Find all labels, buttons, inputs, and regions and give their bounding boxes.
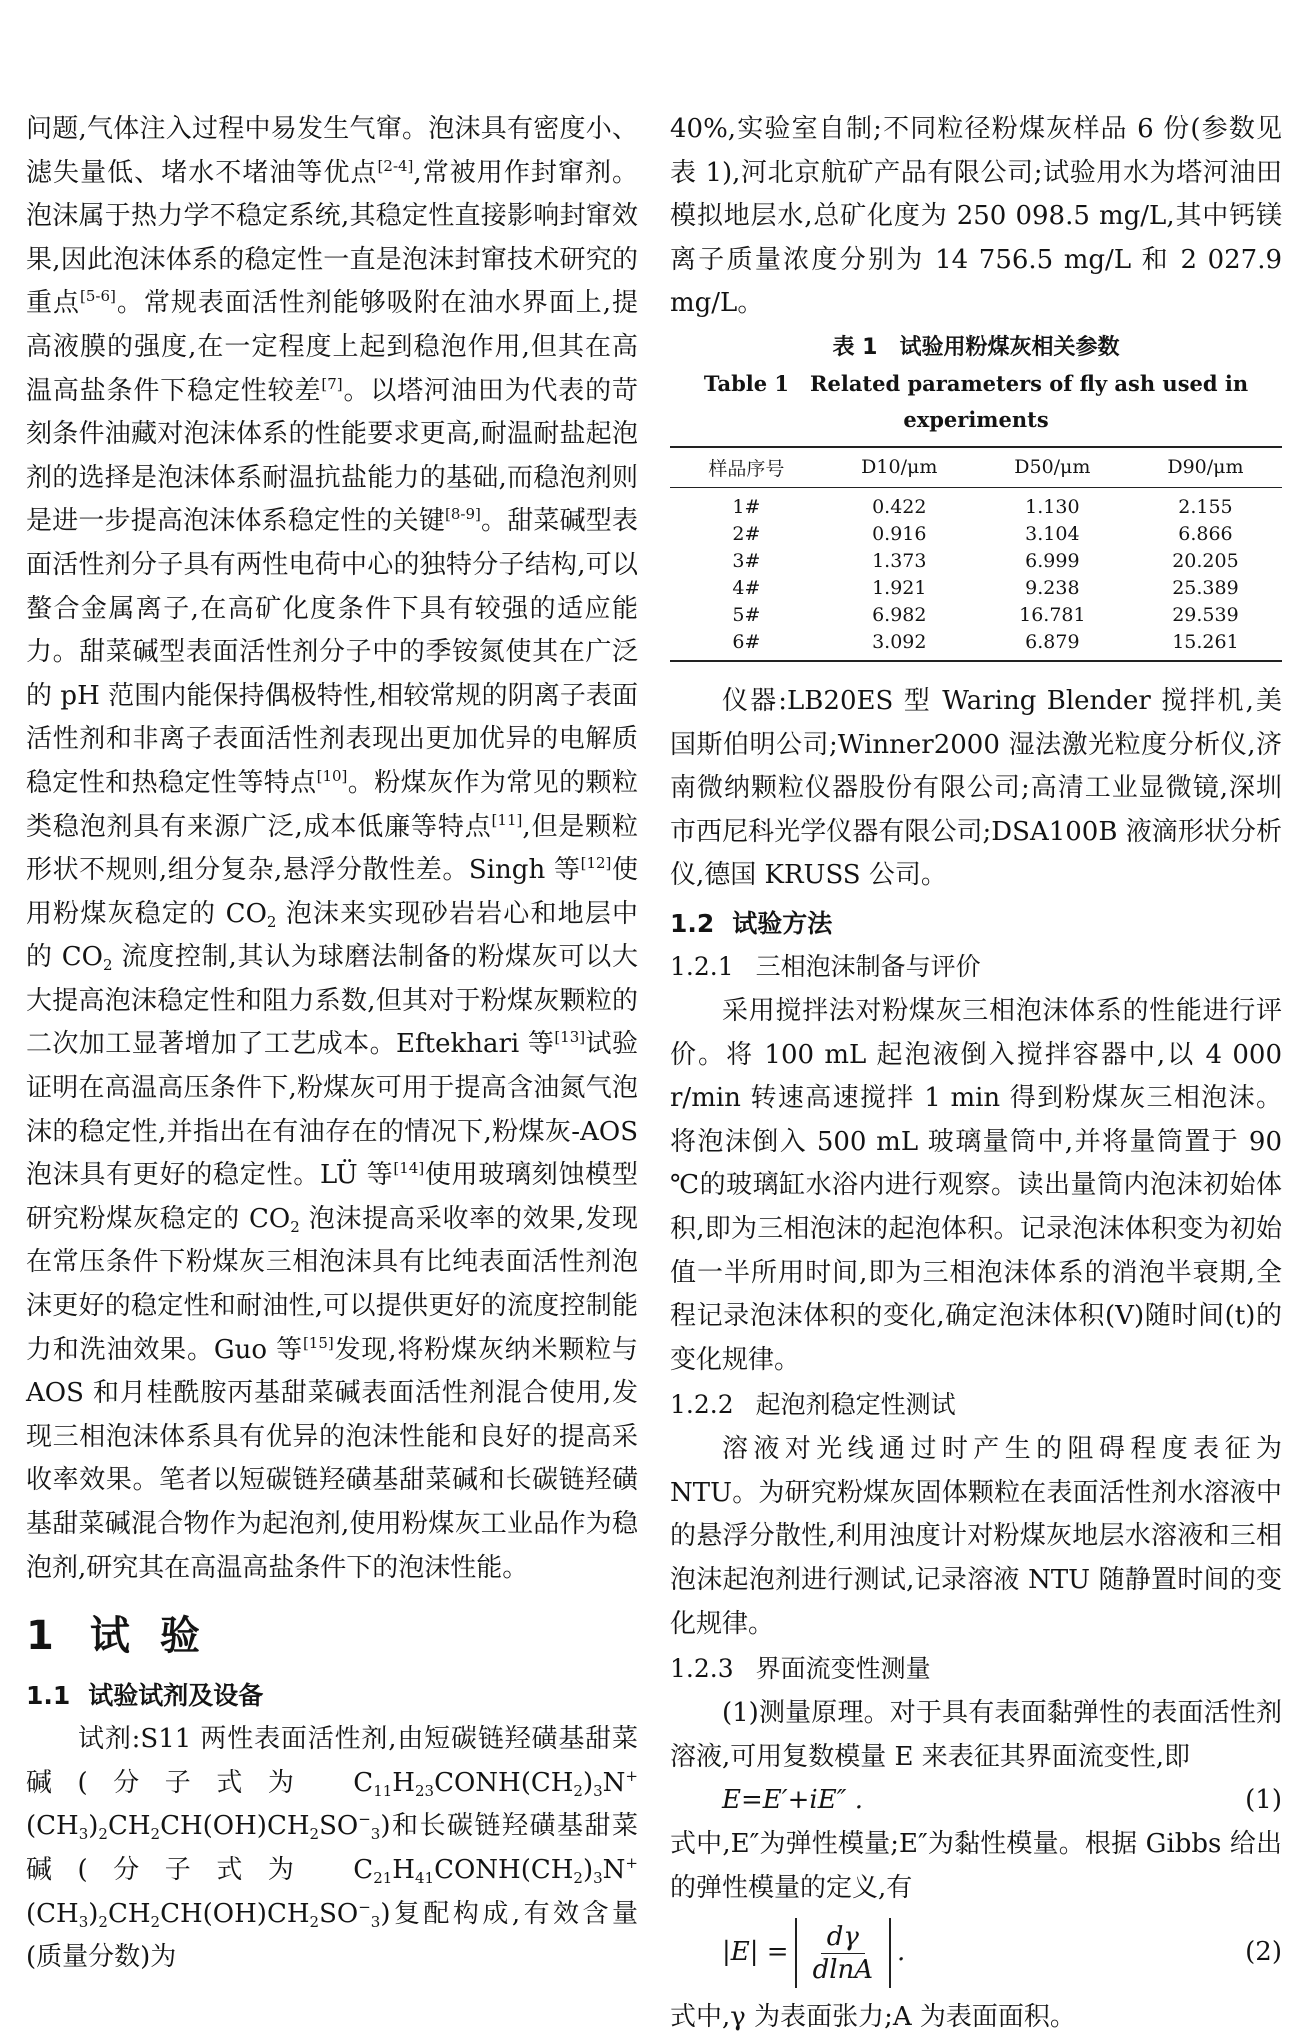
table-row	[670, 548, 1282, 575]
table-caption-en: Table 1 Related parameters of fly ash used in experiments	[703, 370, 1249, 432]
abs-bar	[795, 1918, 797, 1988]
equation-note: 式中,γ 为表面张力;A 为表面面积。	[670, 2002, 1076, 2033]
table-row	[670, 602, 1282, 629]
table-cell: 6.879	[976, 629, 1129, 661]
section-heading: 1 试验	[26, 1613, 230, 1660]
table-cell: 1.373	[872, 549, 927, 572]
method-paragraph: 采用搅拌法对粉煤灰三相泡沫体系的性能进行评价。将 100 mL 起泡液倒入搅拌容器中,以 4 000 r/min 转速高速搅拌 1 min 得到粉煤灰三相泡沫。将泡沫倒入 500 mL 玻璃量筒中,并将量筒置于 90 ℃的玻璃缸水浴内进行观察。读出量筒内泡沫初始体积,即为三相泡沫的起泡体积。记录泡沫体积变为初始值一半所用时间,即为三相泡沫体系的消泡半衰期,全程记录泡沫体积的变化,确定泡沫体积(V)随时间(t)的变化规律。	[670, 995, 1282, 1375]
table-header: D10/μm	[823, 447, 976, 488]
right-column	[670, 108, 1282, 2040]
table-cell: 20.205	[1172, 549, 1239, 572]
table-cell: 9.238	[1025, 576, 1080, 599]
table-header: D90/μm	[1129, 447, 1282, 488]
citation: [2-4]	[377, 156, 414, 175]
table-cell: 2#	[732, 522, 761, 545]
table-cell: 6.982	[872, 603, 927, 626]
table-cell: 15.261	[1129, 629, 1282, 661]
table-cell: 1.921	[872, 576, 927, 599]
fraction: dγ dlnA	[812, 1921, 874, 1985]
citation: [14]	[393, 1159, 425, 1178]
subsection-heading: 1.2 试验方法	[670, 908, 833, 938]
table-cell: 0.422	[872, 495, 927, 518]
table-cell: 5#	[732, 603, 761, 626]
table-cell: 2.155	[1178, 495, 1233, 518]
left-column	[26, 108, 638, 1980]
rheology-paragraph: (1)测量原理。对于具有表面黏弹性的表面活性剂溶液,可用复数模量 E 来表征其界面流变性,即	[670, 1698, 1282, 1772]
citation: [13]	[554, 1028, 586, 1047]
equation-expression: |E| = dγ dlnA .	[670, 1918, 905, 1988]
instruments-paragraph: 仪器:LB20ES 型 Waring Blender 搅拌机,美国斯伯明公司;Winner2000 湿法激光粒度分析仪,济南微纳颗粒仪器股份有限公司;高清工业显微镜,深圳市西尼科光学仪器有限公司;DSA100B 液滴形状分析仪,德国 KRUSS 公司。	[670, 685, 1282, 891]
table-cell: 1.130	[1025, 495, 1080, 518]
citation: [5-6]	[80, 287, 116, 306]
fly-ash-parameters-table	[670, 446, 1282, 662]
stability-paragraph: 溶液对光线通过时产生的阻碍程度表征为 NTU。为研究粉煤灰固体颗粒在表面活性剂水溶液中的悬浮分散性,利用浊度计对粉煤灰地层水溶液和三相泡沫起泡剂进行测试,记录溶液 NTU 随静置时间的变化规律。	[670, 1434, 1282, 1639]
reagents-paragraph: 试剂:S11 两性表面活性剂,由短碳链羟磺基甜菜碱(分子式为 $C_{11}H_{23}CONH(CH_2)_3N^+(CH_3)_2CH_2CH(OH)CH_2SO^-_3$)和长碳链羟磺基甜菜碱(分子式为 $C_{21}H_{41}CONH(CH_2)_3N^+(CH_3)_2CH_2CH(OH)CH_2SO^-_3$)复配构成,有效含量(质量分数)为	[26, 1724, 638, 1973]
equation-expression: E=E′+iE″ .	[722, 1785, 863, 1816]
citation: [8-9]	[445, 505, 481, 524]
subsubsection-heading: 1.2.3 界面流变性测量	[670, 1654, 931, 1684]
table-cell: 25.389	[1172, 576, 1239, 599]
table-row	[670, 521, 1282, 548]
citation: [10]	[316, 766, 348, 785]
equation-1	[670, 1779, 1282, 1823]
table-cell: 3#	[732, 549, 761, 572]
citation: [12]	[580, 854, 612, 873]
subsubsection-heading: 1.2.2 起泡剂稳定性测试	[670, 1390, 956, 1420]
table-cell: 16.781	[1019, 603, 1086, 626]
subsection-heading: 1.1 试验试剂及设备	[26, 1681, 264, 1711]
table-header-row	[670, 447, 1282, 488]
citation: [11]	[491, 810, 523, 829]
table-cell: 1#	[732, 495, 761, 518]
equation-note: 式中,E″为弹性模量;E″为黏性模量。根据 Gibbs 给出的弹性模量的定义,有	[670, 1829, 1282, 1903]
table-row	[670, 629, 1282, 661]
table-cell: 6.999	[1025, 549, 1080, 572]
table-header: D50/μm	[976, 447, 1129, 488]
continued-paragraph: 40%,实验室自制;不同粒径粉煤灰样品 6 份(参数见表 1),河北京航矿产品有限公司;试验用水为塔河油田模拟地层水,总矿化度为 250 098.5 mg/L,其中钙镁离子质量浓度分别为 14 756.5 mg/L 和 2 027.9 mg/L。	[670, 114, 1282, 319]
table-cell: 3.104	[1025, 522, 1080, 545]
intro-paragraph: 问题,气体注入过程中易发生气窜。泡沫具有密度小、滤失量低、堵水不堵油等优点[2-4],常被用作封窜剂。泡沫属于热力学不稳定系统,其稳定性直接影响封窜效果,因此泡沫体系的稳定性一直是泡沫封窜技术研究的重点[5-6]。常规表面活性剂能够吸附在油水界面上,提高液膜的强度,在一定程度上起到稳泡作用,但其在高温高盐条件下稳定性较差[7]。以塔河油田为代表的苛刻条件油藏对泡沫体系的性能要求更高,耐温耐盐起泡剂的选择是泡沫体系耐温抗盐能力的基础,而稳泡剂则是进一步提高泡沫体系稳定性的关键[8-9]。甜菜碱型表面活性剂分子具有两性电荷中心的独特分子结构,可以螯合金属离子,在高矿化度条件下具有较强的适应能力。甜菜碱型表面活性剂分子中的季铵氮使其在广泛的 pH 范围内能保持偶极特性,相较常规的阴离子表面活性剂和非离子表面活性剂表现出更加优异的电解质稳定性和热稳定性等特点[10]。粉煤灰作为常见的颗粒类稳泡剂具有来源广泛,成本低廉等特点[11],但是颗粒形状不规则,组分复杂,悬浮分散性差。Singh 等[12]使用粉煤灰稳定的 $CO_2$ 泡沫来实现砂岩岩心和地层中的 $CO_2$ 流度控制,其认为球磨法制备的粉煤灰可以大大提高泡沫稳定性和阻力系数,但其对于粉煤灰颗粒的二次加工显著增加了工艺成本。Eftekhari 等[13]试验证明在高温高压条件下,粉煤灰可用于提高含油氮气泡沫的稳定性,并指出在有油存在的情况下,粉煤灰-AOS 泡沫具有更好的稳定性。LÜ 等[14]使用玻璃刻蚀模型研究粉煤灰稳定的 $CO_2$ 泡沫提高采收率的效果,发现在常压条件下粉煤灰三相泡沫具有比纯表面活性剂泡沫更好的稳定性和耐油性,可以提供更好的流度控制能力和洗油效果。Guo 等[15]发现,将粉煤灰纳米颗粒与 AOS 和月桂酰胺丙基甜菜碱表面活性剂混合使用,发现三相泡沫体系具有优异的泡沫性能和良好的提高采收率效果。笔者以短碳链羟磺基甜菜碱和长碳链羟磺基甜菜碱混合物作为起泡剂,使用粉煤灰工业品作为稳泡剂,研究其在高温高盐条件下的泡沫性能。	[26, 114, 639, 1583]
table-cell: 4#	[732, 576, 761, 599]
citation: [15]	[302, 1333, 334, 1352]
abs-bar	[889, 1918, 891, 1988]
citation: [7]	[321, 374, 343, 393]
table-header: 样品序号	[670, 447, 823, 488]
equation-2	[670, 1918, 1282, 1988]
table-caption-cn: 表 1 试验用粉煤灰相关参数	[832, 334, 1120, 360]
table-cell: 3.092	[823, 629, 976, 661]
table-cell: 6.866	[1178, 522, 1233, 545]
table-row	[670, 487, 1282, 521]
table-row	[670, 575, 1282, 602]
table-cell: 6#	[670, 629, 823, 661]
equation-number: (2)	[1245, 1937, 1282, 1968]
subsubsection-heading: 1.2.1 三相泡沫制备与评价	[670, 951, 981, 981]
table-cell: 29.539	[1172, 603, 1239, 626]
table-cell: 0.916	[872, 522, 927, 545]
equation-number: (1)	[1245, 1785, 1282, 1816]
